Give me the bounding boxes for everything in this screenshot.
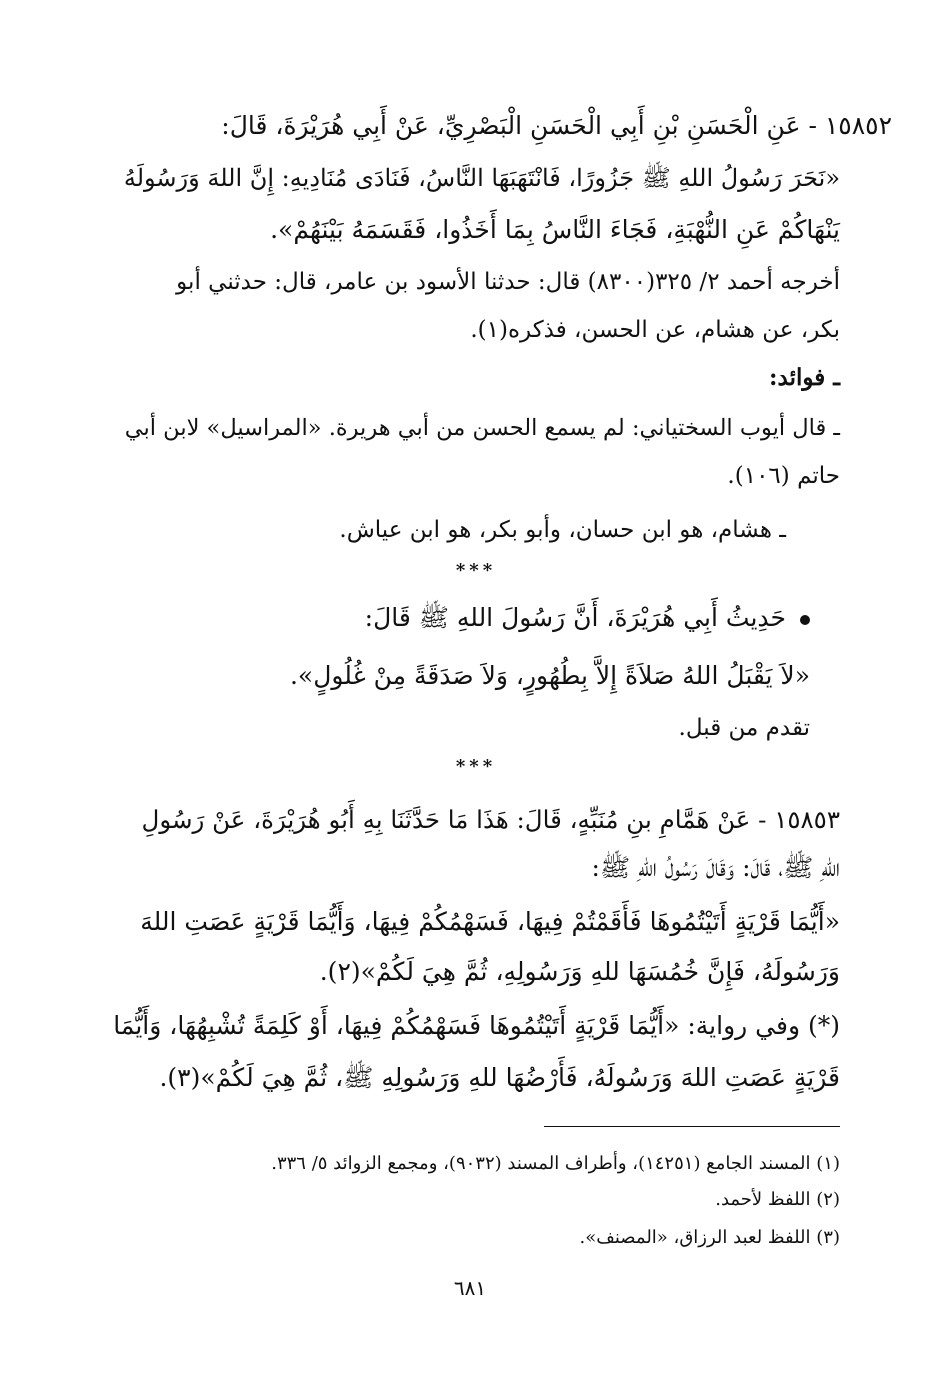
bullet-hadith-line-1 [112,598,810,638]
fawaid-heading: ـ فوائد: [769,364,840,391]
hadith-15853-line-1: ١٥٨٥٣ - عَنْ هَمَّامِ بنِ مُنَبِّهٍ، قَالَ: هَذَا مَا حَدَّثَنَا بِهِ أَبُو هُرَيْرَةَ، عَنْ رَسُولِ [141,805,840,834]
hadith-15853-line-4: وَرَسُولَهُ، فَإِنَّ خُمُسَهَا للهِ وَرَسُولِهِ، ثُمَّ هِيَ لَكُمْ»(٢). [319,957,840,986]
hadith-15853-line-2: اللهِ ﷺ، قَالَ: وَقَالَ رَسُولُ اللهِ ﷺ: [591,853,840,882]
takhrij-line-1: أخرجه أحمد ٢/ ٣٢٥(٨٣٠٠) قال: حدثنا الأسود بن عامر، قال: حدثني أبو [176,269,840,295]
riwaya-line-2: قَرْيَةٍ عَصَتِ اللهَ وَرَسُولَهُ، فَأَرْضُهَا للهِ وَرَسُولِهِ ﷺ، ثُمَّ هِيَ لَكُمْ»(٣). [159,1063,840,1092]
section-separator-2: *** [455,756,497,777]
takhrij-line-2: بكر، عن هشام، عن الحسن، فذكره(١). [470,317,840,343]
footnote-3: (٣) اللفظ لعبد الرزاق، «المصنف». [579,1227,840,1248]
footnote-1: (١) المسند الجامع (١٤٢٥١)، وأطراف المسند (٩٠٣٢)، ومجمع الزوائد ٥/ ٣٣٦. [271,1153,840,1174]
footnote-divider [544,1126,840,1127]
hadith-15852-line-1: ١٥٨٥٢ - عَنِ الْحَسَنِ بْنِ أَبِي الْحَسَنِ الْبَصْرِيِّ، عَنْ أَبِي هُرَيْرَةَ، قَالَ: [221,111,892,140]
footnote-2: (٢) اللفظ لأحمد. [715,1189,840,1210]
page-number: ٦٨١ [453,1276,487,1300]
section-separator-1: *** [455,560,497,581]
bullet-icon [800,615,810,625]
bullet-hadith-note: تقدم من قبل. [678,715,810,741]
fawaid-item-1-line-1: ـ قال أيوب السختياني: لم يسمع الحسن من أبي هريرة. «المراسيل» لابن أبي [124,415,840,441]
hadith-15852-line-2: «نَحَرَ رَسُولُ اللهِ ﷺ جَزُورًا، فَانْتَهَبَهَا النَّاسُ، فَنَادَى مُنَادِيهِ: إِنَّ اللهَ وَرَسُولَهُ [123,164,840,192]
bullet-hadith-line-2: «لاَ يَقْبَلُ اللهُ صَلاَةً إِلاَّ بِطُهُورٍ، وَلاَ صَدَقَةً مِنْ غُلُولٍ». [289,661,810,690]
hadith-15852-line-3: يَنْهَاكُمْ عَنِ النُّهْبَةِ، فَجَاءَ النَّاسُ بِمَا أَخَذُوا، فَقَسَمَهُ بَيْنَهُمْ». [270,215,840,244]
riwaya-line-1: (*) وفي رواية: «أَيُّمَا قَرْيَةٍ أَتَيْتُمُوهَا فَسَهْمُكُمْ فِيهَا، أَوْ كَلِمَةً تُشْبِهُهَا، وَأَيُّمَا [113,1011,840,1040]
bullet-hadith-text: حَدِيثُ أَبِي هُرَيْرَةَ، أَنَّ رَسُولَ اللهِ ﷺ قَالَ: [364,603,786,632]
fawaid-item-1-line-2: حاتم (١٠٦). [727,463,840,489]
fawaid-item-2: ـ هشام، هو ابن حسان، وأبو بكر، هو ابن عياش. [339,517,786,543]
hadith-15853-line-3: «أَيُّمَا قَرْيَةٍ أَتَيْتُمُوهَا فَأَقَمْتُمْ فِيهَا، فَسَهْمُكُمْ فِيهَا، وَأَيُّمَا قَرْيَةٍ عَصَتِ اللهَ [140,907,840,936]
